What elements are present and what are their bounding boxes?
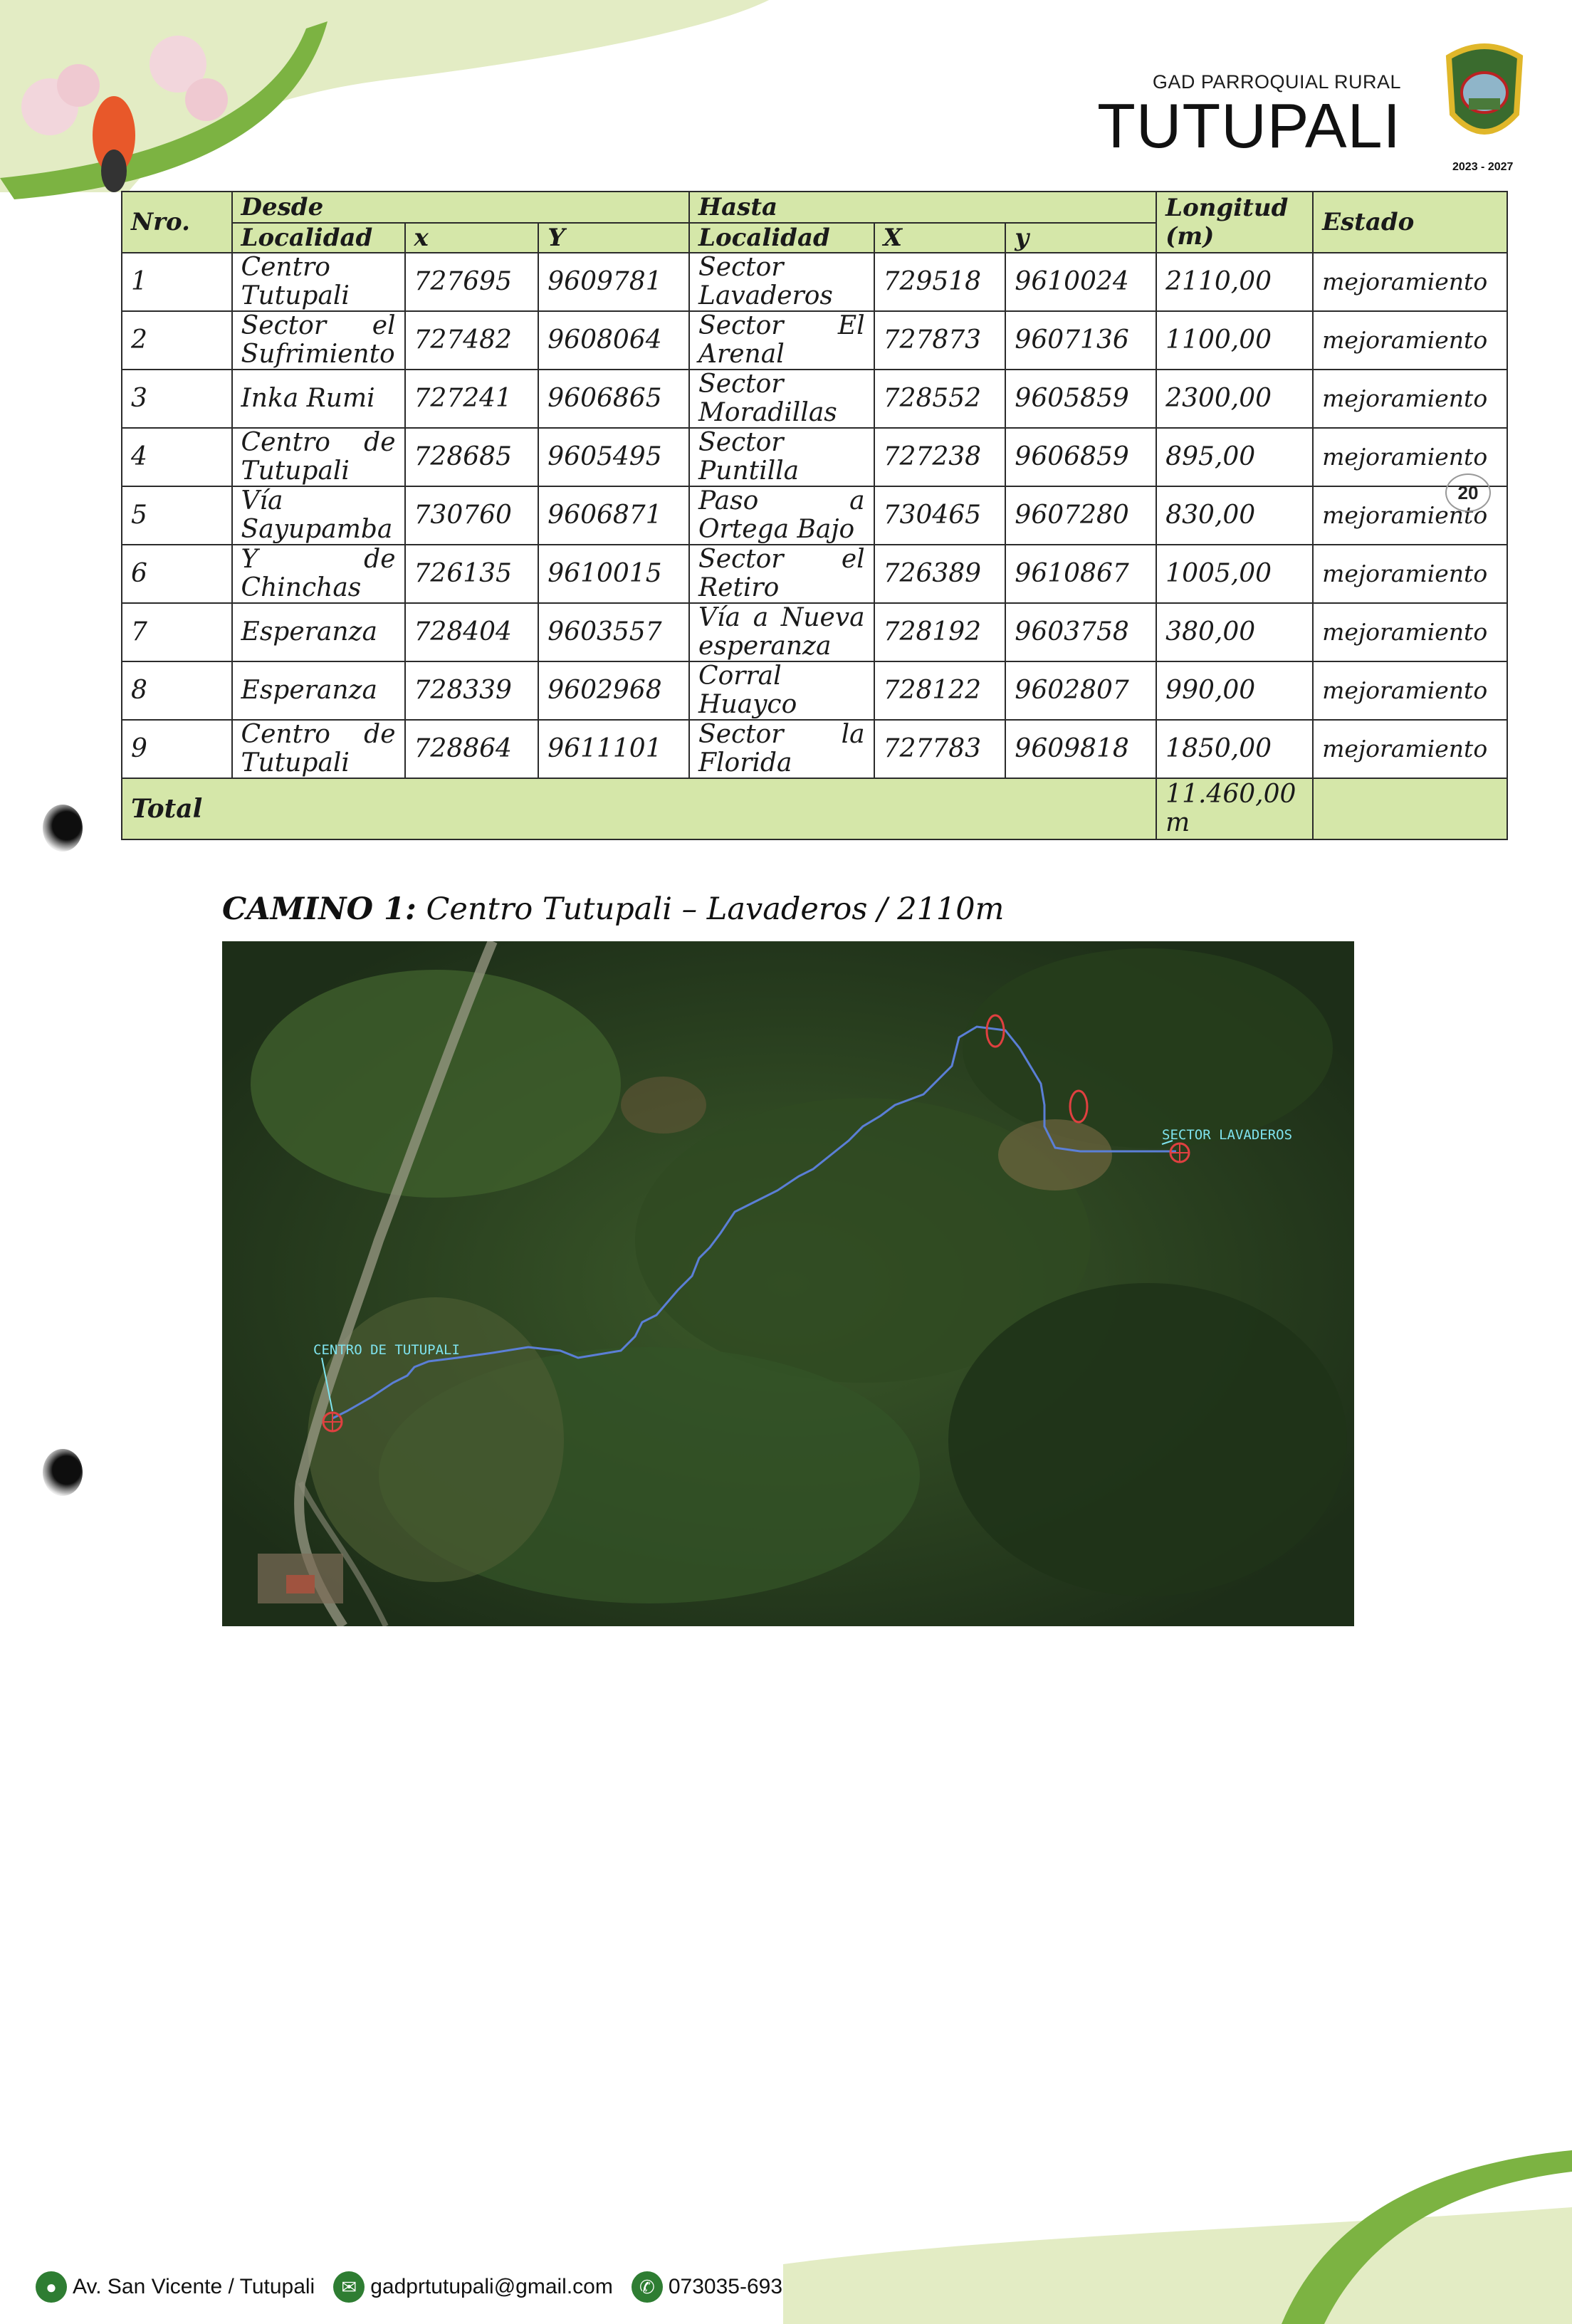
roads-table [121,191,1508,840]
row-number-cell: 2 [122,311,232,370]
from-x-cell: 727241 [405,370,539,428]
header-localidad-hasta: Localidad [689,223,874,253]
from-locality-cell: Y de Chinchas [232,545,405,603]
from-locality-cell: Inka Rumi [232,370,405,428]
from-y-cell: 9608064 [538,311,689,370]
location-pin-icon: ● [36,2271,67,2303]
from-locality-cell: Centro de Tutupali [232,720,405,778]
header-estado: Estado [1313,192,1507,253]
to-y-cell: 9610024 [1005,253,1156,311]
to-y-cell: 9603758 [1005,603,1156,661]
footer-contact [36,2271,801,2303]
length-cell: 895,00 [1156,428,1313,486]
header-hasta: Hasta [689,192,1156,223]
to-locality-cell: Vía a Nueva esperanza [689,603,874,661]
end-marker [1170,1143,1189,1162]
from-y-cell: 9603557 [538,603,689,661]
to-x-cell: 727783 [874,720,1006,778]
table-row [122,370,1507,428]
row-number-cell: 7 [122,603,232,661]
caption-road-label: CAMINO 1: [222,891,416,927]
to-y-cell: 9607136 [1005,311,1156,370]
from-x-cell: 728404 [405,603,539,661]
from-x-cell: 726135 [405,545,539,603]
footer-decoration [783,2122,1572,2324]
to-x-cell: 730465 [874,486,1006,545]
to-y-cell: 9605859 [1005,370,1156,428]
from-x-cell: 727482 [405,311,539,370]
status-cell: mejoramiento [1313,486,1507,545]
header-desde: Desde [232,192,689,223]
to-locality-cell: Sector Puntilla [689,428,874,486]
from-x-cell: 728339 [405,661,539,720]
route-map [222,941,1354,1626]
total-row [122,778,1507,839]
caption-route: Centro Tutupali – Lavaderos / 2110m [416,891,1005,927]
to-x-cell: 727873 [874,311,1006,370]
total-empty-cell [1313,778,1507,839]
organization-name: TUTUPALI [1097,90,1401,161]
phone-icon: ✆ [632,2271,663,2303]
status-cell: mejoramiento [1313,253,1507,311]
from-locality-cell: Sector el Sufrimiento [232,311,405,370]
status-cell: mejoramiento [1313,428,1507,486]
to-x-cell: 728552 [874,370,1006,428]
map-label-end: SECTOR LAVADEROS [1162,1127,1293,1143]
status-cell: mejoramiento [1313,661,1507,720]
map-caption [222,891,1004,927]
punch-hole [43,1449,83,1496]
start-marker [323,1413,342,1431]
footer-address-text: Av. San Vicente / Tutupali [73,2275,315,2298]
status-cell: mejoramiento [1313,370,1507,428]
from-x-cell: 728864 [405,720,539,778]
length-cell: 1005,00 [1156,545,1313,603]
length-cell: 1850,00 [1156,720,1313,778]
from-y-cell: 9605495 [538,428,689,486]
from-y-cell: 9606871 [538,486,689,545]
length-cell: 830,00 [1156,486,1313,545]
table-body [122,253,1507,778]
to-y-cell: 9606859 [1005,428,1156,486]
from-x-cell: 727695 [405,253,539,311]
from-locality-cell: Esperanza [232,661,405,720]
crest-logo [1435,43,1534,150]
to-x-cell: 728192 [874,603,1006,661]
row-number-cell: 5 [122,486,232,545]
table-row [122,720,1507,778]
organization-subtitle: GAD PARROQUIAL RURAL [1152,71,1401,93]
header-decoration [0,0,783,206]
footer-email[interactable] [333,2271,613,2303]
to-y-cell: 9602807 [1005,661,1156,720]
to-y-cell: 9607280 [1005,486,1156,545]
row-number-cell: 1 [122,253,232,311]
length-cell: 2300,00 [1156,370,1313,428]
to-locality-cell: Sector Moradillas [689,370,874,428]
header-x-hasta: X [874,223,1006,253]
status-cell: mejoramiento [1313,545,1507,603]
table-row [122,603,1507,661]
table-row [122,311,1507,370]
to-x-cell: 727238 [874,428,1006,486]
row-number-cell: 8 [122,661,232,720]
status-cell: mejoramiento [1313,311,1507,370]
from-locality-cell: Esperanza [232,603,405,661]
from-locality-cell: Vía Sayupamba [232,486,405,545]
header-nro: Nro. [122,192,232,253]
length-cell: 380,00 [1156,603,1313,661]
to-locality-cell: Paso a Ortega Bajo [689,486,874,545]
status-cell: mejoramiento [1313,603,1507,661]
from-x-cell: 728685 [405,428,539,486]
length-cell: 1100,00 [1156,311,1313,370]
row-number-cell: 3 [122,370,232,428]
header-x-desde: x [405,223,539,253]
row-number-cell: 6 [122,545,232,603]
status-cell: mejoramiento [1313,720,1507,778]
footer-email-text[interactable]: gadprtutupali@gmail.com [370,2275,613,2298]
to-y-cell: 9610867 [1005,545,1156,603]
punch-hole [43,805,83,852]
to-locality-cell: Corral Huayco [689,661,874,720]
to-y-cell: 9609818 [1005,720,1156,778]
from-y-cell: 9609781 [538,253,689,311]
crest-years: 2023 - 2027 [1452,161,1514,173]
to-x-cell: 728122 [874,661,1006,720]
from-locality-cell: Centro Tutupali [232,253,405,311]
header-y-desde: Y [538,223,689,253]
to-locality-cell: Sector El Arenal [689,311,874,370]
to-locality-cell: Sector la Florida [689,720,874,778]
total-length: 11.460,00 m [1156,778,1313,839]
map-label-start: CENTRO DE TUTUPALI [313,1342,460,1358]
from-y-cell: 9602968 [538,661,689,720]
to-x-cell: 726389 [874,545,1006,603]
row-number-cell: 4 [122,428,232,486]
organization-brand [1097,71,1401,161]
length-cell: 2110,00 [1156,253,1313,311]
table-row [122,428,1507,486]
footer-address [36,2271,315,2303]
table-row [122,661,1507,720]
from-y-cell: 9610015 [538,545,689,603]
table-row [122,545,1507,603]
length-cell: 990,00 [1156,661,1313,720]
email-icon: ✉ [333,2271,365,2303]
from-x-cell: 730760 [405,486,539,545]
total-label: Total [122,778,1156,839]
to-locality-cell: Sector el Retiro [689,545,874,603]
page-number: 20 [1445,473,1491,512]
footer-phone-text[interactable]: 073035-693 [668,2275,783,2298]
row-number-cell: 9 [122,720,232,778]
header-y-hasta: y [1005,223,1156,253]
from-y-cell: 9611101 [538,720,689,778]
footer-phone[interactable] [632,2271,782,2303]
table-row [122,486,1507,545]
from-y-cell: 9606865 [538,370,689,428]
header-localidad-desde: Localidad [232,223,405,253]
to-locality-cell: Sector Lavaderos [689,253,874,311]
from-locality-cell: Centro de Tutupali [232,428,405,486]
to-x-cell: 729518 [874,253,1006,311]
table-row [122,253,1507,311]
header-longitud: Longitud (m) [1156,192,1313,253]
